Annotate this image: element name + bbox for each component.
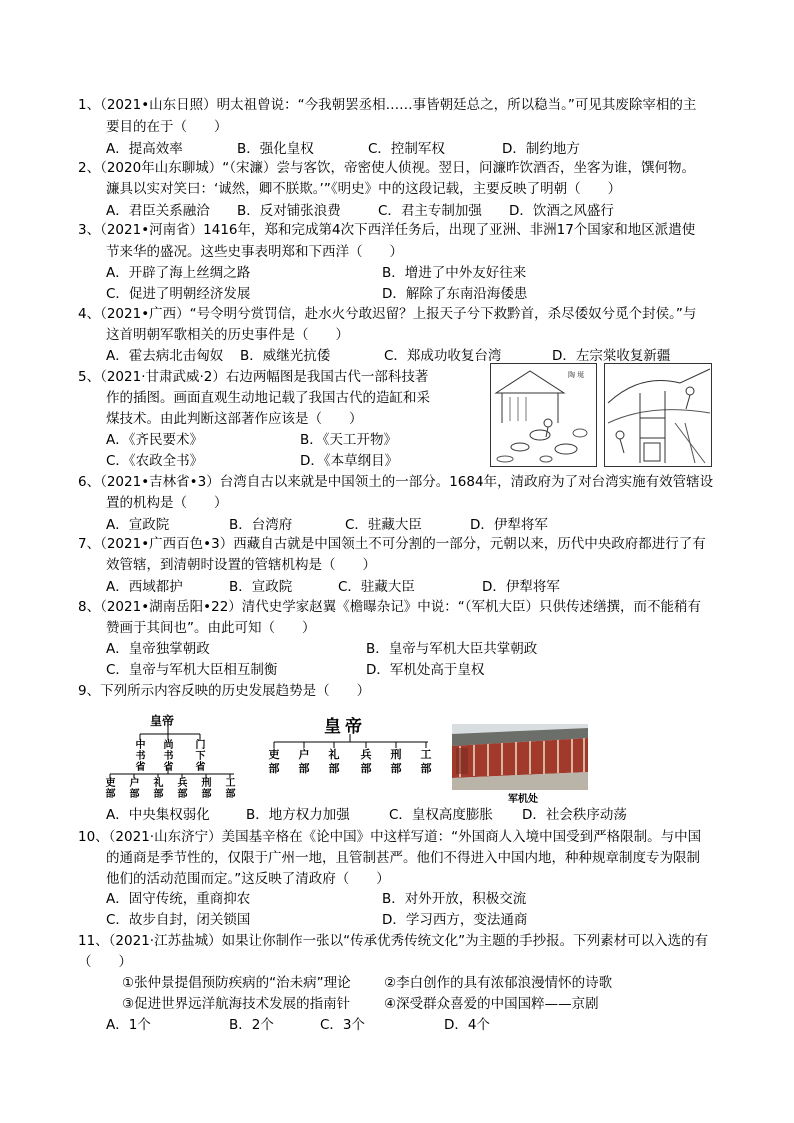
q9-photo-caption: 军机处: [508, 794, 538, 805]
q5-option-a[interactable]: A．《齐民要术》: [106, 432, 203, 448]
q9-chart2-gongbu: 工部: [420, 748, 432, 775]
q1-option-c[interactable]: C．控制军权: [368, 141, 445, 157]
q4-option-c[interactable]: C．郑成功收复台湾: [384, 348, 502, 364]
q5-illustration-svg: [490, 363, 712, 467]
q11-item-1: ①张仲景提倡预防疾病的“治未病”理论: [122, 975, 351, 991]
q7-option-b[interactable]: B．宣政院: [229, 579, 293, 595]
q11-item-4: ④深受群众喜爱的中国国粹——京剧: [384, 996, 599, 1012]
q9-chart1-libu-personnel: 吏部: [105, 778, 116, 800]
q8-stem-line1: 8、（2021•湖南岳阳•22）清代史学家赵翼《檐曝杂记》中说：“（军机大臣）只供传述缮撰，而不能稍有: [78, 599, 702, 615]
q10-stem-line3: 他们的活动范围而定。”这反映了清政府（ ）: [106, 871, 390, 887]
q5-left-caption: 陶 埏: [568, 371, 585, 379]
q9-chart1-libu-rites: 礼部: [153, 778, 164, 800]
q10-option-b[interactable]: B．对外开放，积极交流: [382, 891, 527, 907]
q11-item-2: ②李白创作的具有浓郁浪漫情怀的诗歌: [384, 975, 613, 991]
q4-option-a[interactable]: A．霍去病北击匈奴: [106, 348, 224, 364]
q9-chart1-xingbu: 刑部: [201, 778, 212, 800]
q4-stem-line1: 4、（2021•广西）“号令明兮赏罚信，赴水火兮敢迟留？上报天子兮下救黔首，杀尽倭奴兮觅个封侯。”与: [78, 306, 697, 322]
q10-option-c[interactable]: C．故步自封，闭关锁国: [106, 912, 251, 928]
q7-option-c[interactable]: C．驻藏大臣: [338, 579, 415, 595]
q5-stem-line2: 作的插图。画面直观生动地记载了我国古代的造缸和采: [106, 390, 430, 406]
q9-chart1-hubu: 户部: [129, 778, 140, 800]
q5-stem-line1: 5、（2021·甘肃武威·2）右边两幅图是我国古代一部科技著: [78, 369, 429, 385]
q4-option-b[interactable]: B．威继光抗倭: [240, 348, 331, 364]
q9-chart1-bingbu: 兵部: [177, 778, 188, 800]
q1-stem-line2: 要目的在于（ ）: [106, 119, 228, 135]
q9-option-a[interactable]: A．中央集权弱化: [106, 807, 210, 823]
q9-chart-six-ministries: [262, 710, 442, 800]
q9-chart2-hubu: 户部: [298, 748, 310, 775]
q9-photo-svg: [452, 724, 588, 790]
q9-option-c[interactable]: C．皇权高度膨胀: [389, 807, 493, 823]
q3-option-b[interactable]: B．增进了中外友好往来: [382, 265, 527, 281]
q5-option-b[interactable]: B．《天工开物》: [300, 432, 398, 448]
q11-option-c[interactable]: C．3个: [320, 1017, 366, 1033]
q7-stem-line2: 效管辖，到清朝时设置的管辖机构是（ ）: [106, 557, 376, 573]
q3-option-c[interactable]: C．促进了明朝经济发展: [106, 286, 251, 302]
q4-stem-line2: 这首明朝军歌相关的历史事件是（ ）: [106, 327, 349, 343]
q9-chart1-emperor: 皇帝: [150, 714, 175, 728]
q9-chart2-libu-personnel: 吏部: [268, 748, 280, 775]
q6-stem-line2: 置的机构是（ ）: [106, 495, 228, 511]
q2-stem-line1: 2、（2020年山东聊城）“（宋濂）尝与客饮，帝密使人侦视。翌日，问濂昨饮酒否，坐客为谁，馔何物。: [78, 160, 695, 176]
q11-stem-line1: 11、（2021·江苏盐城）如果让你制作一张以“传承优秀传统文化”为主题的手抄报。下列素材可以入选的有: [78, 933, 709, 949]
q10-stem-line2: 的通商是季节性的，仅限于广州一地，且管制甚严。他们不得进入中国内地，种种规章制度专为限制: [106, 850, 700, 866]
q10-option-a[interactable]: A．固守传统，重商抑农: [106, 891, 251, 907]
q1-stem-line1: 1、（2021•山东日照）明太祖曾说：“今我朝罢丞相……事皆朝廷总之，所以稳当。”可见其废除宰相的主: [78, 97, 697, 113]
q4-option-d[interactable]: D．左宗棠收复新疆: [552, 348, 671, 364]
q9-chart1-zhongshu: 中书省: [135, 740, 146, 773]
q1-option-d[interactable]: D．制约地方: [502, 141, 580, 157]
q5-stem-line3: 煤技术。由此判断这部著作应该是（ ）: [106, 411, 363, 427]
q9-junjichu-photo: [452, 724, 588, 804]
q2-option-c[interactable]: C．君主专制加强: [378, 203, 482, 219]
q8-option-d[interactable]: D．军机处高于皇权: [366, 662, 485, 678]
q5-illustrations: [490, 363, 712, 467]
q11-item-3: ③促进世界远洋航海技术发展的指南针: [122, 996, 351, 1012]
q9-chart2-bingbu: 兵部: [360, 748, 372, 775]
q9-chart2-xingbu: 刑部: [390, 748, 402, 775]
q6-stem-line1: 6、（2021•吉林省•3）台湾自古以来就是中国领土的一部分。1684年，清政府为了对台湾实施有效管辖设: [78, 474, 714, 490]
q9-chart1-menxia: 门下省: [195, 740, 206, 773]
q9-chart1-gongbu: 工部: [225, 778, 236, 800]
q7-option-d[interactable]: D．伊犁将军: [482, 579, 560, 595]
q2-option-d[interactable]: D．饮酒之风盛行: [509, 203, 614, 219]
q11-option-b[interactable]: B．2个: [229, 1017, 274, 1033]
q9-chart1-shangshu: 尚书省: [163, 740, 174, 773]
q2-option-b[interactable]: B．反对铺张浪费: [237, 203, 341, 219]
q7-stem-line1: 7、（2021•广西百色•3）西藏自古就是中国领土不可分割的一部分，元朝以来，历代中央政府都进行了有: [78, 536, 706, 552]
q5-option-d[interactable]: D．《本草纲目》: [300, 453, 399, 469]
q9-chart2-libu-rites: 礼部: [328, 748, 340, 775]
q9-chart-three-depts: [100, 710, 240, 800]
q2-stem-line2: 濂具以实对笑曰：‘诚然，卿不朕欺。’”《明史》中的这段记载，主要反映了明朝（ ）: [106, 181, 622, 197]
q8-option-a[interactable]: A．皇帝独掌朝政: [106, 641, 210, 657]
q11-option-d[interactable]: D．4个: [444, 1017, 490, 1033]
q9-option-d[interactable]: D．社会秩序动荡: [522, 807, 627, 823]
q1-option-b[interactable]: B．强化皇权: [237, 141, 314, 157]
q10-stem-line1: 10、（2021·山东济宁）美国基辛格在《论中国》中这样写道：“外国商人入境中国受到严格限制。与中国: [78, 829, 702, 845]
q9-stem: 9、下列所示内容反映的历史发展趋势是（ ）: [78, 683, 371, 699]
q3-option-d[interactable]: D．解除了东南沿海倭患: [382, 286, 528, 302]
q9-option-b[interactable]: B．地方权力加强: [246, 807, 350, 823]
q8-option-b[interactable]: B．皇帝与军机大臣共掌朝政: [366, 641, 538, 657]
q3-stem-line1: 3、（2021•河南省）1416年，郑和完成第4次下西洋任务后，出现了亚洲、非洲17个国家和地区派遣使: [78, 222, 696, 238]
q1-option-a[interactable]: A．提高效率: [106, 141, 183, 157]
q3-option-a[interactable]: A．开辟了海上丝绸之路: [106, 265, 251, 281]
q2-option-a[interactable]: A．君臣关系融洽: [106, 203, 210, 219]
q8-stem-line2: 赞画于其间也”。由此可知（ ）: [106, 620, 316, 636]
q9-chart2-emperor: 皇帝: [324, 717, 366, 737]
q3-stem-line2: 节来华的盛况。这些史事表明郑和下西洋（ ）: [106, 244, 403, 260]
q6-option-c[interactable]: C．驻藏大臣: [345, 517, 422, 533]
q6-option-a[interactable]: A．宣政院: [106, 517, 170, 533]
q7-option-a[interactable]: A．西域都护: [106, 579, 183, 595]
q10-option-d[interactable]: D．学习西方，变法通商: [382, 912, 528, 928]
q5-option-c[interactable]: C．《农政全书》: [106, 453, 204, 469]
q8-option-c[interactable]: C．皇帝与军机大臣相互制衡: [106, 662, 278, 678]
q11-option-a[interactable]: A．1个: [106, 1017, 151, 1033]
q11-stem-line2: （ ）: [78, 954, 132, 970]
q6-option-b[interactable]: B．台湾府: [229, 517, 293, 533]
q6-option-d[interactable]: D．伊犁将军: [470, 517, 548, 533]
